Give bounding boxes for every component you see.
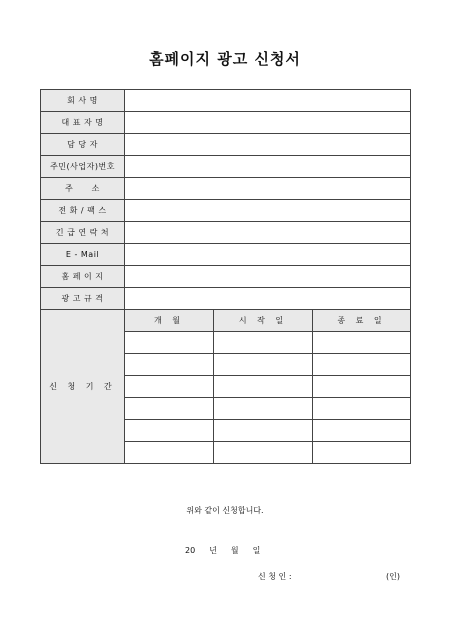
end-date-cell[interactable] <box>313 376 411 398</box>
months-cell[interactable] <box>125 354 214 376</box>
phone-fax-field[interactable] <box>125 200 411 222</box>
end-date-header: 종 료 일 <box>313 310 411 332</box>
start-date-cell[interactable] <box>214 442 313 464</box>
start-date-cell[interactable] <box>214 332 313 354</box>
date-year-unit: 년 <box>209 546 217 555</box>
application-form-table <box>40 89 411 464</box>
period-header-row <box>41 310 411 332</box>
form-row-representative <box>41 112 411 134</box>
email-label: E - Mail <box>41 244 125 266</box>
form-row-email <box>41 244 411 266</box>
end-date-cell[interactable] <box>313 442 411 464</box>
form-row-homepage <box>41 266 411 288</box>
form-row-phone-fax <box>41 200 411 222</box>
homepage-label: 홈 페 이 지 <box>41 266 125 288</box>
start-date-cell[interactable] <box>214 420 313 442</box>
ad-spec-field[interactable] <box>125 288 411 310</box>
representative-label: 대 표 자 명 <box>41 112 125 134</box>
end-date-cell[interactable] <box>313 398 411 420</box>
applicant-label: 신 청 인 : <box>258 572 292 581</box>
date-month-unit: 월 <box>230 546 239 555</box>
form-row-emergency-contact <box>41 222 411 244</box>
form-row-ad-spec <box>41 288 411 310</box>
registration-number-field[interactable] <box>125 156 411 178</box>
months-header: 개 월 <box>125 310 214 332</box>
registration-number-label: 주민(사업자)번호 <box>41 156 125 178</box>
seal-mark: (인) <box>386 572 400 581</box>
contact-person-field[interactable] <box>125 134 411 156</box>
end-date-cell[interactable] <box>313 332 411 354</box>
application-date <box>185 545 274 556</box>
months-cell[interactable] <box>125 398 214 420</box>
months-cell[interactable] <box>125 420 214 442</box>
start-date-cell[interactable] <box>214 376 313 398</box>
end-date-cell[interactable] <box>313 354 411 376</box>
phone-fax-label: 전 화 / 팩 스 <box>41 200 125 222</box>
months-cell[interactable] <box>125 442 214 464</box>
emergency-contact-label: 긴 급 연 락 처 <box>41 222 125 244</box>
form-row-company-name <box>41 90 411 112</box>
form-row-contact-person <box>41 134 411 156</box>
form-row-registration-number <box>41 156 411 178</box>
months-cell[interactable] <box>125 376 214 398</box>
company-name-field[interactable] <box>125 90 411 112</box>
email-field[interactable] <box>125 244 411 266</box>
end-date-cell[interactable] <box>313 420 411 442</box>
period-label: 신 청 기 간 <box>41 310 125 464</box>
start-date-cell[interactable] <box>214 354 313 376</box>
emergency-contact-field[interactable] <box>125 222 411 244</box>
months-cell[interactable] <box>125 332 214 354</box>
homepage-field[interactable] <box>125 266 411 288</box>
representative-field[interactable] <box>125 112 411 134</box>
contact-person-label: 담 당 자 <box>41 134 125 156</box>
date-year: 20 <box>185 546 196 555</box>
document-title: 홈페이지 광고 신청서 <box>149 50 301 68</box>
start-date-header: 시 작 일 <box>214 310 313 332</box>
ad-spec-label: 광 고 규 격 <box>41 288 125 310</box>
address-label: 주 소 <box>41 178 125 200</box>
company-name-label: 회 사 명 <box>41 90 125 112</box>
date-day-unit: 일 <box>252 546 261 555</box>
application-statement: 위와 같이 신청합니다. <box>186 506 264 515</box>
form-row-address <box>41 178 411 200</box>
start-date-cell[interactable] <box>214 398 313 420</box>
address-field[interactable] <box>125 178 411 200</box>
